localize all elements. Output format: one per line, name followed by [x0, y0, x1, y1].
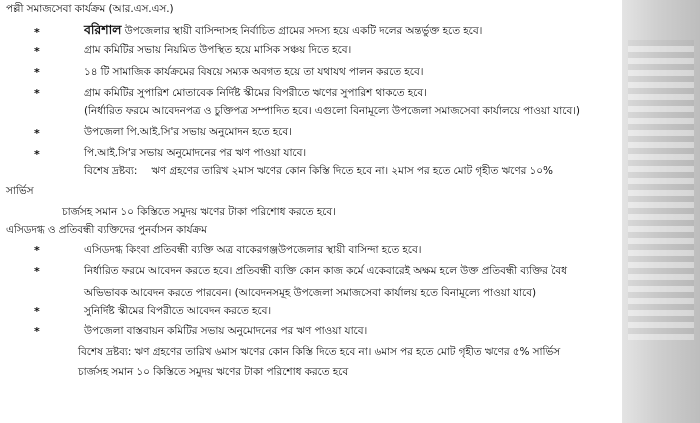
rss-item-3: ১৪ টি সামাজিক কার্যক্রমের বিষয়ে সম্যক অবগত হয়ে তা যথাযথ পালন করতে হবে।	[84, 66, 424, 78]
acid-item-2-line2: অভিভাবক আবেদন করতে পারবেন। (আবেদনসমূহ উপজেলা সমাজসেবা কার্যালয় হতে বিনামূল্যে পাওয়া যাবে)	[84, 287, 537, 299]
section-heading-acid-disabled: এসিডদগ্ধ ও প্রতিবন্ধী ব্যক্তিদের পুনর্বাসন কার্যক্রম	[6, 224, 207, 236]
rss-note-text: ঋণ গ্রহণের তারিখ ২মাস ঋণের কোন কিস্তি দিতে হবে না। ২মাস পর হতে মোট গৃহীত ঋণের ১০%	[151, 165, 553, 177]
rss-note	[84, 164, 553, 178]
acid-note-line1: বিশেষ দ্রষ্টব্য: ঋণ গ্রহণের তারিখ ৬মাস ঋণের কোন কিস্তি দিতে হবে না। ৬মাস পর হতে মোট গৃহীত ঋণের ৫% সার্ভিস	[78, 346, 561, 358]
acid-item-4: উপজেলা বাস্তবায়ন কমিটির সভায় অনুমোদনের পর ঋণ পাওয়া যাবে।	[84, 325, 368, 337]
bullet: *	[34, 244, 40, 257]
acid-item-3: সুনির্দিষ্ট স্কীমের বিপরীতে আবেদন করতে হবে।	[84, 305, 272, 317]
rss-note-label: বিশেষ দ্রষ্টব্য:	[84, 165, 138, 177]
bullet: *	[34, 66, 40, 79]
rss-item-1-text: উপজেলার স্থায়ী বাসিন্দাসহ নির্বাচিত গ্রামের সদস্য হয়ে একটি দলের অন্তর্ভুক্ত হতে হবে।	[121, 25, 483, 37]
acid-item-2-line1: নির্ধারিত ফরমে আবেদন করতে হবে। প্রতিবন্ধী ব্যক্তি কোন কাজ কর্মে একেবারেই অক্ষম হলে উক্ত প্রতিবন্ধী ব্যক্তির বৈধ	[84, 265, 567, 277]
rss-item-1-lead: বরিশাল	[84, 22, 122, 37]
bullet: *	[34, 127, 40, 140]
rss-item-2: গ্রাম কমিটির সভায় নিয়মিত উপস্থিত হয়ে মাসিক সঞ্চয় দিতে হবে।	[84, 44, 352, 56]
bullet: *	[34, 87, 40, 100]
scanned-page-edge	[622, 0, 700, 423]
bullet: *	[34, 325, 40, 338]
rss-item-5: উপজেলা পি.আই.সি'র সভায় অনুমোদন হতে হবে।	[84, 126, 292, 138]
bullet: *	[34, 45, 40, 58]
rss-note-cont: সার্ভিস	[6, 185, 34, 197]
rss-item-4-note: (নির্ধারিত ফরমে আবেদনপত্র ও চুক্তিপত্র সম্পাদিত হবে। এগুলো বিনামূল্যে উপজেলা সমাজসেবা কার্যালয়ে পাওয়া যাবে।)	[84, 105, 580, 117]
section-heading-rss: পল্লী সমাজসেবা কার্যক্রম (আর.এস.এস.)	[6, 3, 174, 15]
rss-item-4: গ্রাম কমিটির সুপারিশ মোতাবেক নির্দিষ্ট স্কীমের বিপরীতে ঋণের সুপারিশ থাকতে হবে।	[84, 87, 427, 99]
rss-item-1	[84, 23, 482, 38]
rss-note-cont2: চার্জসহ সমান ১০ কিস্তিতে সমুদয় ঋণের টাকা পরিশোধ করতে হবে।	[62, 206, 336, 218]
bullet: *	[34, 26, 40, 39]
acid-note-line2: চার্জসহ সমান ১০ কিস্তিতে সমুদয় ঋণের টাকা পরিশোধ করতে হবে	[78, 366, 349, 378]
bullet: *	[34, 265, 40, 278]
acid-item-1: এসিডদগ্ধ কিংবা প্রতিবন্ধী ব্যক্তি অত্র বাকেরগঞ্জউপজেলার স্থায়ী বাসিন্দা হতে হবে।	[84, 244, 422, 256]
bullet: *	[34, 305, 40, 318]
bullet: *	[34, 148, 40, 161]
rss-item-6: পি.আই.সি'র সভায় অনুমোদনের পর ঋণ পাওয়া যাবে।	[84, 147, 307, 159]
